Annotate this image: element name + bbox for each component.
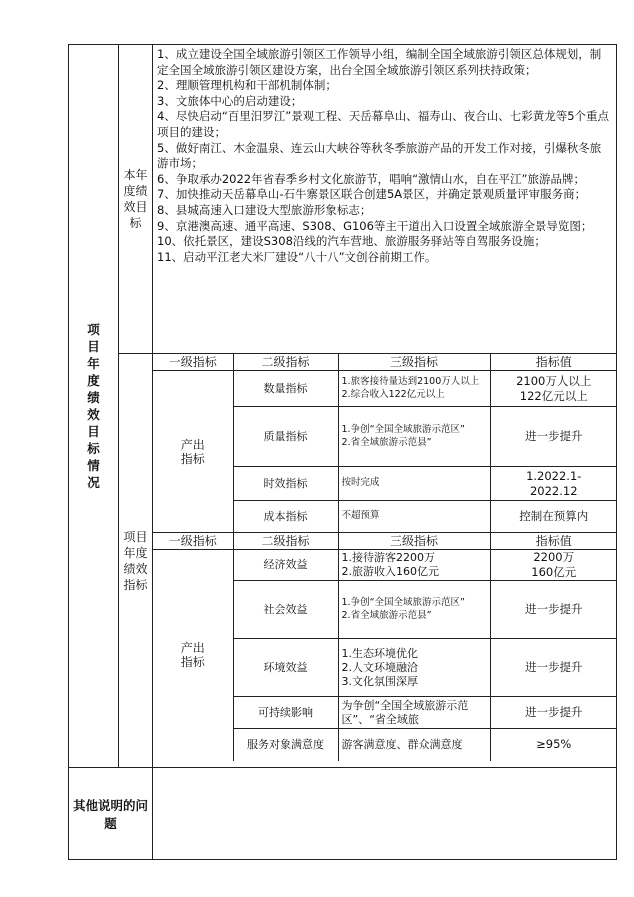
- indicator-name: 服务对象满意度: [233, 729, 338, 761]
- indicator-name: 成本指标: [233, 501, 338, 533]
- indicator-name: 环境效益: [233, 639, 338, 697]
- indicator-value: 控制在预算内: [490, 501, 617, 533]
- indicator-detail: 按时完成: [338, 467, 490, 501]
- indicator-detail: 游客满意度、群众满意度: [338, 729, 490, 761]
- output-category: 产出指标: [153, 371, 233, 533]
- indicator-value: ≥95%: [490, 729, 617, 761]
- indicator-detail: 不超预算: [338, 501, 490, 533]
- other-notes-label: 其他说明的问题: [69, 768, 153, 860]
- indicator-value: 进一步提升: [490, 407, 617, 467]
- header-level1: 一级指标: [153, 354, 233, 371]
- goal-item: 8、县城高速入口建设大型旅游形象标志；: [157, 202, 372, 217]
- header-level3: 三级指标: [338, 354, 490, 371]
- indicator-detail: 1.争创“全国全域旅游示范区” 2.省全域旅游示范县”: [338, 407, 490, 467]
- indicators-label: 项目年度绩效指标: [123, 529, 148, 592]
- indicator-detail: 为争创“全国全域旅游示范区”、“省全域旅: [338, 697, 490, 729]
- indicator-value: 进一步提升: [490, 697, 617, 729]
- indicator-name: 社会效益: [233, 581, 338, 639]
- performance-form-table: [68, 44, 617, 860]
- annual-goals-label-cell: [119, 45, 153, 354]
- indicators-label-cell: [119, 354, 153, 768]
- indicator-value: 2100万人以上 122亿元以上: [490, 371, 617, 407]
- section-label-text: 项目年度绩效目标情况: [87, 322, 100, 490]
- annual-goals-content: [153, 45, 617, 354]
- goal-item: 3、文旅体中心的启动建设；: [157, 93, 303, 108]
- goal-item: 10、依托景区，建设S308沿线的汽车营地、旅游服务驿站等自驾服务设施；: [157, 234, 546, 249]
- goal-item: 11、启动平江老大米厂建设“八十八”文创谷前期工作。: [157, 249, 437, 264]
- header-level2: 二级指标: [233, 533, 338, 550]
- indicator-detail: 1.旅客接待量达到2100万人以上 2.综合收入122亿元以上: [338, 371, 490, 407]
- goal-item: 9、京港澳高速、通平高速、S308、G106等主干道出入口设置全域旅游全景导览图；: [157, 218, 593, 233]
- goal-item: 6、争取承办2022年省春季乡村文化旅游节，唱响“激情山水，自在平江”旅游品牌；: [157, 171, 585, 186]
- indicator-value: 进一步提升: [490, 639, 617, 697]
- header-level1: 一级指标: [153, 533, 233, 550]
- goal-item: 7、加快推动天岳幕阜山-石牛寨景区联合创建5A景区，并确定景观质量评审服务商；: [157, 187, 587, 202]
- goal-item: 4、尽快启动“百里汨罗江”景观工程、天岳幕阜山、福寿山、夜合山、七彩黄龙等5个重点项目的建设；: [157, 109, 610, 139]
- goal-item: 5、做好南江、木金温泉、连云山大峡谷等秋冬季旅游产品的开发工作对接，引爆秋冬旅游市场；: [157, 140, 602, 171]
- other-notes-content: [153, 768, 617, 860]
- indicator-detail: 1.生态环境优化 2.人文环境融洽 3.文化氛围深厚: [338, 639, 490, 697]
- header-level2: 二级指标: [233, 354, 338, 371]
- indicators-table: [153, 354, 617, 761]
- annual-goals-label: 本年度绩效目标: [123, 168, 148, 230]
- indicator-detail: 1.接待游客2200万 2.旅游收入160亿元: [338, 550, 490, 581]
- section-label: [69, 45, 119, 768]
- goal-item: 1、成立建设全国全域旅游引领区工作领导小组，编制全国全域旅游引领区总体规划，制定全国全域旅游引领区建设方案，出台全国全域旅游引领区系列扶持政策；: [157, 47, 602, 77]
- header-level3: 三级指标: [338, 533, 490, 550]
- indicator-name: 数量指标: [233, 371, 338, 407]
- indicator-value: 进一步提升: [490, 581, 617, 639]
- indicator-name: 经济效益: [233, 550, 338, 581]
- indicator-value: 2200万 160亿元: [490, 550, 617, 581]
- outcome-category: 产出指标: [153, 550, 233, 761]
- indicator-name: 质量指标: [233, 407, 338, 467]
- header-value: 指标值: [490, 533, 617, 550]
- indicator-name: 时效指标: [233, 467, 338, 501]
- indicator-name: 可持续影响: [233, 697, 338, 729]
- indicators-content: [153, 354, 617, 768]
- indicator-value: 1.2022.1- 2022.12: [490, 467, 617, 501]
- goal-item: 2、理顺管理机构和干部机制体制；: [157, 78, 337, 93]
- header-value: 指标值: [490, 354, 617, 371]
- indicator-detail: 1.争创“全国全域旅游示范区” 2.省全域旅游示范县”: [338, 581, 490, 639]
